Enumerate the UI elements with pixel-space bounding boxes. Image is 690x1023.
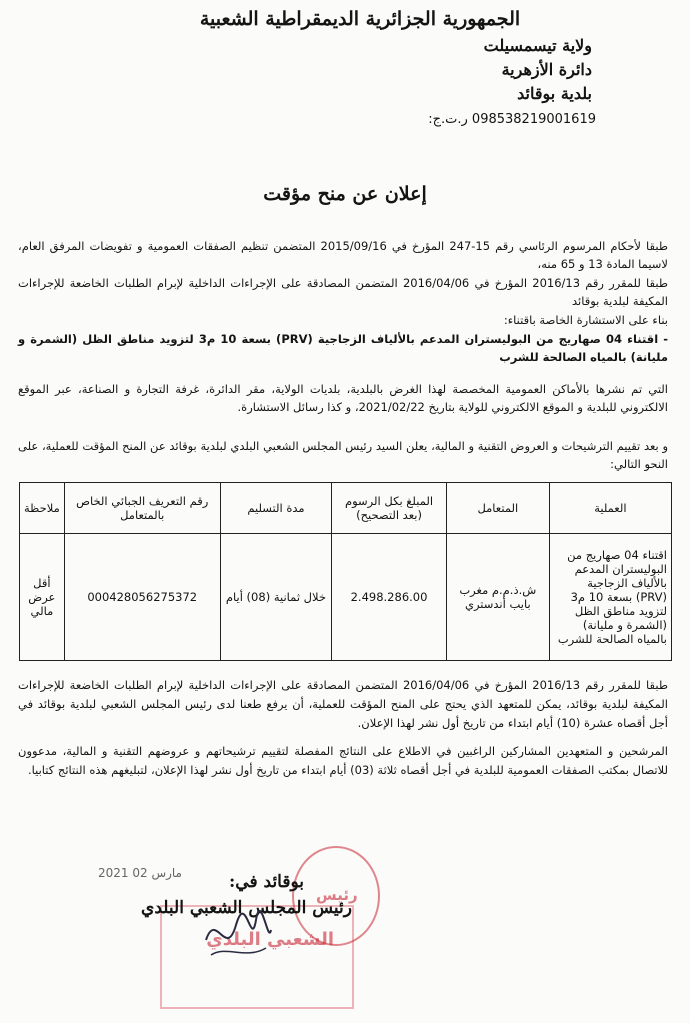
round-seal-text: رئيس (316, 886, 358, 904)
table-header-row (20, 483, 672, 534)
round-seal (292, 846, 380, 946)
paragraph-evaluation (18, 437, 668, 473)
handwritten-signature (196, 900, 276, 970)
table-header: المتعامل (446, 483, 549, 534)
republic-header: الجمهورية الجزائرية الديمقراطية الشعبية (199, 8, 521, 30)
table-cell-contractor: ش.ذ.م.م مغرب بايب أندستري (446, 534, 549, 661)
signature-official: رئيس المجلس الشعبي البلدي (141, 898, 352, 918)
wilaya-line: ولاية تيسمسيلت (483, 36, 592, 55)
table-header: العملية (549, 483, 671, 534)
table-cell-note: أقل عرض مالي (20, 534, 65, 661)
paragraph-decree (18, 237, 668, 273)
paragraph-object-text: - اقتناء 04 صهاريج من البوليستران المدعم بالألياف الزجاجية (PRV) بسعة 10 م3 لتزويد مناطق الظل (الشمرة و مليانة) بالمياه الصالحة للشرب (18, 332, 669, 364)
tax-id-line: 098538219001619 ر.ت.ج: (428, 112, 596, 127)
award-table (19, 482, 672, 661)
signature-place: بوقائد في: (229, 872, 304, 892)
paragraph-decision-text: طبقا للمقرر رقم 2016/13 المؤرخ في 2016/04/06 المتضمن المصادقة على الإجراءات الداخلية لإبرام الطلبات الخاضعة للإجراءات المكيفة لبلدية بوقائد (18, 276, 668, 308)
paragraph-decision (18, 274, 668, 310)
paragraph-results (18, 742, 668, 780)
table-header: مدة التسليم (220, 483, 332, 534)
table-header: المبلغ بكل الرسوم (بعد التصحيح) (332, 483, 447, 534)
daira-line: دائرة الأزهرية (501, 60, 592, 79)
paragraph-appeal (18, 676, 668, 733)
paragraph-results-text: المرشحين و المتعهدين المشاركين الراغبين في الاطلاع على النتائج المفصلة لتقييم ترشيحاتهم و عروضهم التقنية و المالية، مدعوون للاتصال بمكتب الصفقات العمومية للبلدية في أجل أقصاه ثلاثة (03) أيام ابتداء من تاريخ أول نشر لهذا الإعلان، لتبليغهم هذه النتائج كتابيا. (18, 744, 668, 777)
commune-stamp-text: الشعبي البلدي (206, 929, 334, 950)
table-header: رقم التعريف الجبائي الخاص بالمتعامل (64, 483, 220, 534)
paragraph-appeal-text: طبقا للمقرر رقم 2016/13 المؤرخ في 2016/04/06 المتضمن المصادقة على الإجراءات الداخلية لإبرام الطلبات الخاضعة للإجراءات المكيفة لبلدية بوقائد، يمكن للمتعهد الذي يحتج على المنح المؤقت للعملية، أن يرفع طعنا لدى رئيس المجلس الشعبي لبلدية بوقائد في أجل أقصاه عشرة (10) أيام ابتداء من تاريخ أول نشر لهذا الإعلان. (18, 678, 668, 730)
table-header: ملاحظة (20, 483, 65, 534)
commune-line: بلدية بوقائد (517, 84, 592, 103)
table-cell-tax-id: 000428056275372 (64, 534, 220, 661)
table-cell-delivery: خلال ثمانية (08) أيام (220, 534, 332, 661)
paragraph-decree-text: طبقا لأحكام المرسوم الرئاسي رقم 15-247 المؤرخ في 2015/09/16 المتضمن تنظيم الصفقات العمومية و تفويضات المرفق العام، لاسيما المادة 13 و 65 منه، (18, 239, 668, 271)
paragraph-consultation (18, 311, 668, 329)
paragraph-consultation-text: بناء على الاستشارة الخاصة باقتناء: (503, 313, 668, 327)
table-cell-operation: اقتناء 04 صهاريج من البوليستران المدعم بالألياف الزجاجية (PRV) بسعة 10 م3 لتزويد مناطق الظل (الشمرة و مليانة) بالمياه الصالحة للشرب (549, 534, 671, 661)
paragraph-evaluation-text: و بعد تقييم الترشيحات و العروض التقنية و المالية، يعلن السيد رئيس المجلس الشعبي البلدي لبلدية بوقائد عن المنح المؤقت للعملية، على النحو التالي: (18, 439, 668, 471)
paragraph-publication (18, 380, 668, 416)
date-stamp: 2021 مارس 02 (98, 866, 182, 880)
table-cell-amount: 2.498.286.00 (332, 534, 447, 661)
paragraph-publication-text: التي تم نشرها بالأماكن العمومية المخصصة لهذا الغرض بالبلدية، بلديات الولاية، مقر الدائرة، غرفة التجارة و الصناعة، عبر الموقع الالكتروني للبلدية و الموقع الالكتروني للولاية بتاريخ 2021/02/22، و كذا رسائل الاستشارة. (18, 382, 668, 414)
table-row (20, 534, 672, 661)
document-title: إعلان عن منح مؤقت (263, 183, 427, 205)
paragraph-object (18, 330, 668, 366)
